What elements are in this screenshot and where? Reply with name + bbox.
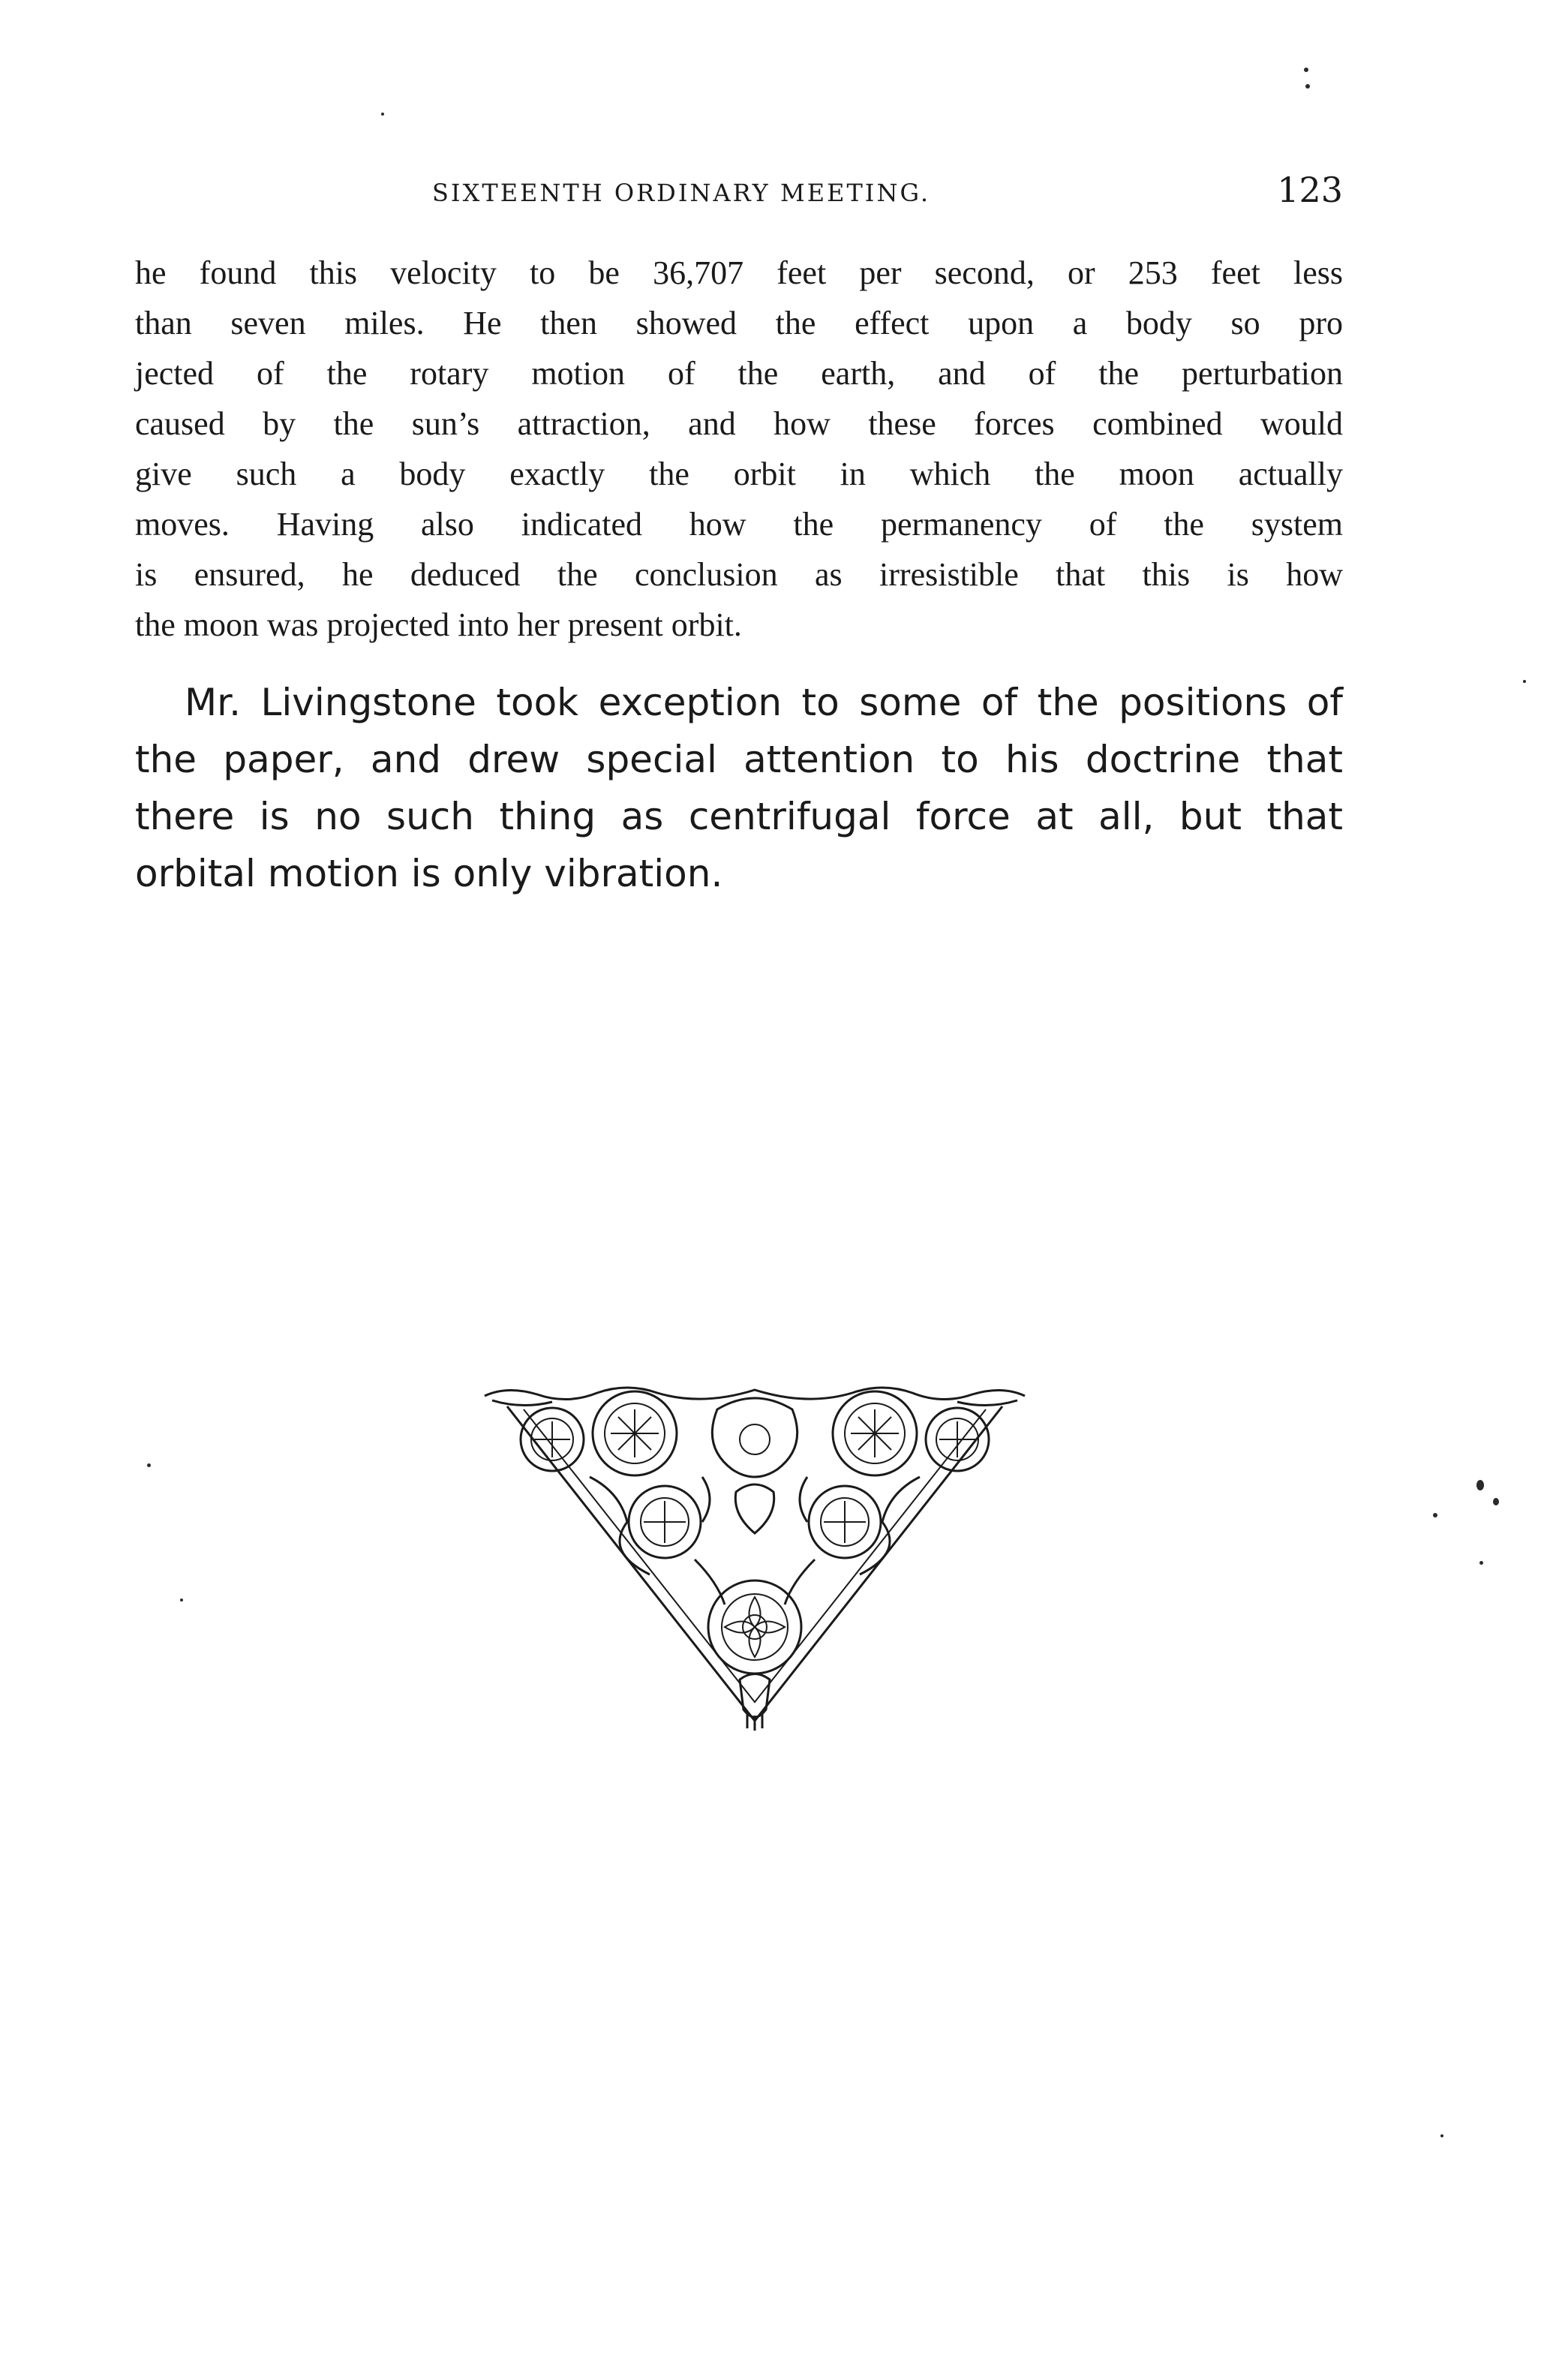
text-line: there is no such thing as centrifugal force at all, but that <box>135 795 1343 838</box>
text-line: than seven miles. He then showed the effect upon a body so pro <box>135 305 1343 341</box>
text-line: moves. Having also indicated how the permanency of the system <box>135 506 1343 543</box>
text-line: the paper, and drew special attention to his doctrine that <box>135 738 1343 781</box>
text-line: the moon was projected into her present orbit. <box>135 606 742 643</box>
print-speck <box>1493 1498 1499 1505</box>
print-speck <box>1440 2134 1443 2137</box>
print-speck <box>381 113 384 116</box>
text-line: caused by the sun’s attraction, and how these forces combined would <box>135 405 1343 442</box>
text-line: jected of the rotary motion of the earth, and of the perturbation <box>135 355 1343 392</box>
print-speck <box>180 1599 183 1602</box>
print-speck <box>1523 680 1526 683</box>
paragraph-two <box>135 674 1343 902</box>
text-line: he found this velocity to be 36,707 feet per second, or 253 feet less <box>135 254 1343 291</box>
text-line: Mr. Livingstone took exception to some of the positions of <box>185 681 1343 724</box>
page-number: 123 <box>1277 170 1343 210</box>
floral-tailpiece-icon <box>477 1379 1032 1732</box>
print-speck <box>1479 1561 1483 1565</box>
text-line: give such a body exactly the orbit in which the moon actually <box>135 456 1343 492</box>
text-line: is ensured, he deduced the conclusion as irresistible that this is how <box>135 556 1343 593</box>
print-speck <box>1305 84 1310 89</box>
running-head <box>135 170 1343 222</box>
print-speck <box>147 1463 151 1467</box>
print-speck <box>1433 1513 1437 1517</box>
print-speck <box>1476 1480 1484 1490</box>
running-title: SIXTEENTH ORDINARY MEETING. <box>432 179 931 207</box>
print-speck <box>1304 68 1308 72</box>
text-line: orbital motion is only vibration. <box>135 852 723 895</box>
paragraph-one <box>135 248 1343 650</box>
